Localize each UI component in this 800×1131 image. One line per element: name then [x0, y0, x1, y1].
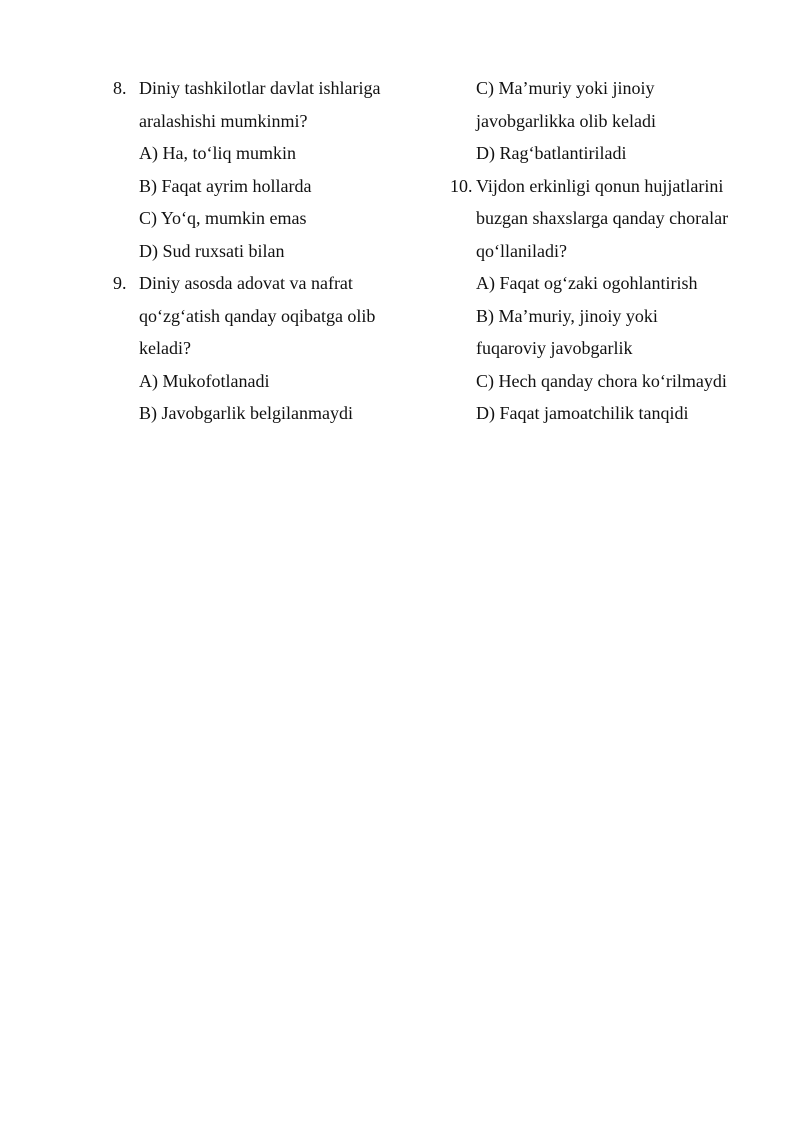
left-column — [113, 72, 413, 430]
question-text: qo‘llaniladi? — [476, 240, 567, 261]
answer-option — [113, 397, 413, 430]
answer-option — [113, 137, 413, 170]
question-number: 8. — [113, 78, 127, 98]
answer-option — [113, 235, 413, 268]
right-column — [450, 72, 750, 430]
question-line — [450, 170, 750, 203]
question-text: Vijdon erkinligi qonun hujjatlarini — [476, 175, 724, 196]
option-b: B) Faqat ayrim hollarda — [139, 175, 312, 196]
answer-option-continued — [450, 332, 750, 365]
option-a: A) Ha, to‘liq mumkin — [139, 143, 296, 163]
answer-option — [450, 72, 750, 105]
question-number: 9. — [113, 273, 127, 293]
question-line — [113, 105, 413, 138]
answer-option — [113, 202, 413, 235]
question-line — [113, 72, 413, 105]
answer-option — [450, 397, 750, 430]
question-text: buzgan shaxslarga qanday choralar — [476, 208, 729, 228]
option-b: B) Javobgarlik belgilanmaydi — [139, 403, 353, 423]
answer-option — [113, 170, 413, 203]
option-d: D) Sud ruxsati bilan — [139, 240, 285, 261]
answer-option — [450, 267, 750, 300]
question-text: Diniy asosda adovat va nafrat — [139, 273, 353, 293]
question-10 — [450, 170, 750, 430]
question-text: aralashishi mumkinmi? — [139, 110, 308, 131]
option-b-continued: fuqaroviy javobgarlik — [476, 338, 633, 358]
question-line — [113, 267, 413, 300]
question-line — [450, 235, 750, 268]
question-line — [113, 332, 413, 365]
question-number: 10. — [450, 175, 473, 196]
question-9 — [113, 267, 413, 430]
answer-option — [450, 365, 750, 398]
answer-option — [113, 365, 413, 398]
question-line — [113, 300, 413, 333]
answer-option — [450, 300, 750, 333]
question-text: keladi? — [139, 338, 191, 358]
option-a: A) Mukofotlanadi — [139, 370, 270, 391]
answer-option — [450, 137, 750, 170]
option-d: D) Rag‘batlantiriladi — [476, 143, 627, 163]
option-d: D) Faqat jamoatchilik tanqidi — [476, 403, 689, 423]
question-text: qo‘zg‘atish qanday oqibatga olib — [139, 305, 376, 326]
question-text: Diniy tashkilotlar davlat ishlariga — [139, 78, 381, 98]
question-line — [450, 202, 750, 235]
option-c: C) Ma’muriy yoki jinoiy — [476, 78, 655, 98]
option-c: C) Hech qanday chora ko‘rilmaydi — [476, 370, 727, 391]
option-c: C) Yo‘q, mumkin emas — [139, 208, 307, 228]
option-a: A) Faqat og‘zaki ogohlantirish — [476, 273, 698, 293]
option-c-continued: javobgarlikka olib keladi — [476, 110, 656, 131]
question-8 — [113, 72, 413, 267]
answer-option-continued — [450, 105, 750, 138]
option-b: B) Ma’muriy, jinoiy yoki — [476, 305, 658, 326]
question-9-continued — [450, 72, 750, 170]
